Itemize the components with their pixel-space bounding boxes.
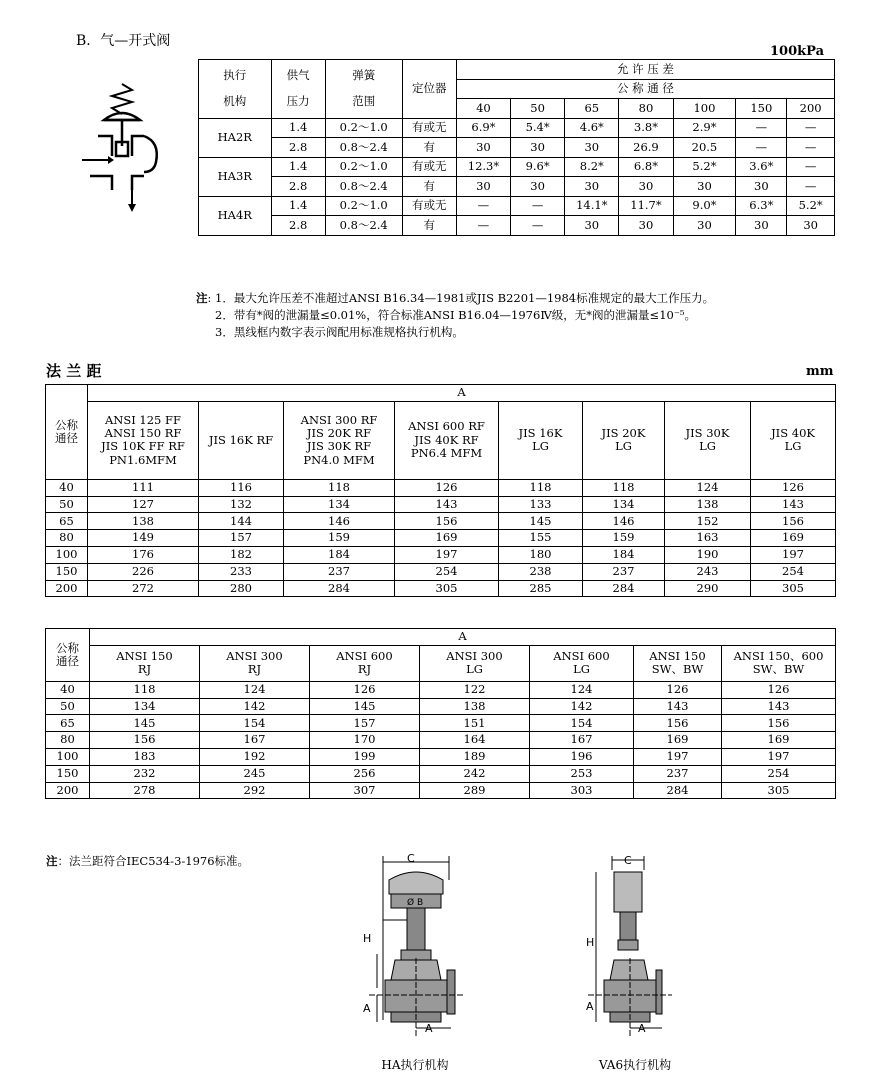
value-cell: 157: [199, 530, 284, 547]
positioner-cell: 有或无: [402, 118, 456, 138]
table-row: [46, 513, 836, 530]
value-cell: 182: [199, 546, 284, 563]
value-cell: 169: [722, 732, 836, 749]
value-cell: 284: [284, 580, 395, 597]
value-cell: 180: [499, 546, 583, 563]
value-cell: 237: [583, 563, 665, 580]
column-header-line: LG: [784, 439, 802, 454]
column-header-line: JIS 16K: [518, 426, 563, 441]
group-header-a: A: [90, 629, 836, 646]
value-cell: 3.6*: [736, 157, 787, 177]
flange-title: 法 兰 距: [46, 362, 102, 380]
positioner-cell: 有: [402, 138, 456, 158]
value-cell: —: [736, 118, 787, 138]
value-cell: 30: [456, 138, 510, 158]
value-cell: —: [787, 118, 835, 138]
header-size: 65: [565, 99, 619, 119]
value-cell: 145: [90, 715, 200, 732]
value-cell: 156: [722, 715, 836, 732]
table-row: [46, 530, 836, 547]
value-cell: —: [787, 177, 835, 197]
dim-a-label: A: [425, 1022, 433, 1035]
table-row: [46, 782, 836, 799]
value-cell: 111: [88, 479, 199, 496]
value-cell: 124: [530, 681, 634, 698]
note-prefix: 注: [196, 291, 208, 305]
column-header-line: ANSI 150、600: [733, 649, 824, 664]
table-row: [199, 118, 835, 138]
column-header: [722, 645, 836, 681]
value-cell: 167: [530, 732, 634, 749]
value-cell: 8.2*: [565, 157, 619, 177]
spring-cell: 0.8～2.4: [325, 216, 402, 236]
column-header-line: PN1.6MFM: [109, 452, 177, 467]
column-header-line: RJ: [357, 662, 372, 677]
note-item: 2．带有*阀的泄漏量≤0.01%，符合标准ANSI B16.04—1976Ⅳ级，无*阀的泄漏量≤10⁻⁵。: [215, 308, 697, 322]
value-cell: 256: [310, 765, 420, 782]
value-cell: 30: [619, 216, 673, 236]
value-cell: 6.3*: [736, 196, 787, 216]
header-nominal: 公 称 通 径: [456, 79, 834, 99]
size-header: 公称 通径: [46, 629, 90, 682]
value-cell: 197: [395, 546, 499, 563]
column-header-line: RJ: [247, 662, 262, 677]
size-cell: 80: [46, 530, 88, 547]
value-cell: 134: [583, 496, 665, 513]
value-cell: 164: [420, 732, 530, 749]
value-cell: 30: [511, 138, 565, 158]
value-cell: 284: [583, 580, 665, 597]
table-row: [46, 732, 836, 749]
spring-cell: 0.2～1.0: [325, 118, 402, 138]
size-cell: 100: [46, 748, 90, 765]
dim-c-label: C: [624, 854, 632, 867]
value-cell: 151: [420, 715, 530, 732]
table-row: [46, 698, 836, 715]
value-cell: 3.8*: [619, 118, 673, 138]
column-header-line: ANSI 150: [649, 649, 706, 664]
value-cell: 167: [200, 732, 310, 749]
value-cell: 253: [530, 765, 634, 782]
dim-b-label: Ø B: [407, 898, 424, 908]
value-cell: 26.9: [619, 138, 673, 158]
table-row: [199, 157, 835, 177]
value-cell: 143: [395, 496, 499, 513]
value-cell: 184: [284, 546, 395, 563]
value-cell: 9.0*: [673, 196, 736, 216]
value-cell: 134: [90, 698, 200, 715]
positioner-cell: 有或无: [402, 196, 456, 216]
size-cell: 40: [46, 479, 88, 496]
column-header-line: JIS 10K FF RF: [101, 439, 185, 454]
size-cell: 50: [46, 496, 88, 513]
value-cell: 163: [665, 530, 751, 547]
value-cell: 169: [751, 530, 836, 547]
value-cell: 157: [310, 715, 420, 732]
section-b-notes: 注: 1．最大允许压差不准超过ANSI B16.34—1981或JIS B2201—1984标准规定的最大工作压力。 2．带有*阀的泄漏量≤0.01%，符合标准ANSI B16.04—1976Ⅳ级，无*阀的泄漏量≤10⁻⁵。 3．黑线框内数字表示阀配用标准规格执行机构。: [196, 291, 715, 339]
value-cell: —: [736, 138, 787, 158]
column-header-line: PN6.4 MFM: [410, 445, 483, 460]
table-row: [46, 681, 836, 698]
value-cell: 30: [456, 177, 510, 197]
value-cell: 30: [565, 216, 619, 236]
table-row: [199, 196, 835, 216]
column-header-line: JIS 20K RF: [306, 426, 372, 441]
value-cell: 154: [200, 715, 310, 732]
value-cell: 133: [499, 496, 583, 513]
column-header-line: ANSI 150: [116, 649, 173, 664]
value-cell: 307: [310, 782, 420, 799]
value-cell: 30: [787, 216, 835, 236]
value-cell: 189: [420, 748, 530, 765]
header-size: 200: [787, 99, 835, 119]
value-cell: 303: [530, 782, 634, 799]
value-cell: 30: [736, 216, 787, 236]
supply-cell: 2.8: [271, 216, 325, 236]
value-cell: 155: [499, 530, 583, 547]
value-cell: 197: [751, 546, 836, 563]
value-cell: 2.9*: [673, 118, 736, 138]
supply-cell: 1.4: [271, 196, 325, 216]
ha-actuator-drawing: [355, 850, 485, 1050]
section-b-unit: 100kPa: [770, 44, 824, 59]
air-to-open-valve-symbol: [78, 80, 166, 220]
value-cell: 118: [499, 479, 583, 496]
value-cell: 284: [634, 782, 722, 799]
flange-table-1: [45, 384, 836, 597]
spring-cell: 0.8～2.4: [325, 177, 402, 197]
value-cell: 30: [565, 177, 619, 197]
size-cell: 50: [46, 698, 90, 715]
column-header: [530, 645, 634, 681]
value-cell: 278: [90, 782, 200, 799]
dim-h-label: H: [363, 932, 372, 945]
value-cell: 30: [673, 177, 736, 197]
value-cell: 169: [395, 530, 499, 547]
table-row: [46, 748, 836, 765]
column-header-line: ANSI 150 RF: [104, 426, 182, 441]
value-cell: 196: [530, 748, 634, 765]
table-row: [46, 479, 836, 496]
column-header: [395, 401, 499, 479]
value-cell: 118: [583, 479, 665, 496]
value-cell: 245: [200, 765, 310, 782]
allowable-pressure-table: [198, 59, 835, 236]
spring-cell: 0.2～1.0: [325, 157, 402, 177]
value-cell: 238: [499, 563, 583, 580]
column-header-line: ANSI 600 RF: [408, 419, 485, 434]
value-cell: 145: [310, 698, 420, 715]
value-cell: —: [787, 157, 835, 177]
actuator-cell: HA4R: [199, 196, 272, 235]
table-row: [46, 546, 836, 563]
value-cell: 126: [395, 479, 499, 496]
value-cell: 138: [420, 698, 530, 715]
value-cell: 134: [284, 496, 395, 513]
column-header-line: ANSI 300 RF: [300, 412, 378, 427]
value-cell: 145: [499, 513, 583, 530]
column-header: [90, 645, 200, 681]
value-cell: 132: [199, 496, 284, 513]
supply-cell: 2.8: [271, 177, 325, 197]
header-size: 150: [736, 99, 787, 119]
column-header-line: ANSI 300: [446, 649, 503, 664]
value-cell: 272: [88, 580, 199, 597]
value-cell: —: [511, 216, 565, 236]
size-cell: 65: [46, 715, 90, 732]
table-row: [199, 177, 835, 197]
column-header-line: SW、BW: [752, 662, 805, 677]
flange-unit: mm: [806, 364, 834, 379]
value-cell: 30: [619, 177, 673, 197]
value-cell: 143: [634, 698, 722, 715]
dim-c-label: C: [407, 852, 415, 865]
supply-cell: 1.4: [271, 118, 325, 138]
value-cell: 9.6*: [511, 157, 565, 177]
size-cell: 80: [46, 732, 90, 749]
value-cell: 156: [634, 715, 722, 732]
value-cell: 292: [200, 782, 310, 799]
table-row: [46, 496, 836, 513]
flange-table-2: [45, 628, 836, 799]
value-cell: 305: [751, 580, 836, 597]
value-cell: 6.8*: [619, 157, 673, 177]
value-cell: —: [511, 196, 565, 216]
value-cell: 138: [665, 496, 751, 513]
note-item: 3．黑线框内数字表示阀配用标准规格执行机构。: [215, 325, 464, 339]
value-cell: 116: [199, 479, 284, 496]
value-cell: 122: [420, 681, 530, 698]
value-cell: 143: [751, 496, 836, 513]
header-supply: 供气 压力: [271, 60, 325, 119]
value-cell: 146: [284, 513, 395, 530]
value-cell: 285: [499, 580, 583, 597]
group-header-a: A: [88, 385, 836, 402]
size-header: 公称 通径: [46, 385, 88, 480]
value-cell: 254: [395, 563, 499, 580]
table-row: [46, 715, 836, 732]
value-cell: 143: [722, 698, 836, 715]
dim-a-label: A: [638, 1022, 646, 1035]
column-header-line: LG: [615, 439, 632, 454]
value-cell: 305: [395, 580, 499, 597]
value-cell: 254: [722, 765, 836, 782]
value-cell: 30: [565, 138, 619, 158]
column-header-line: JIS 16K RF: [208, 432, 274, 447]
value-cell: 254: [751, 563, 836, 580]
value-cell: 142: [200, 698, 310, 715]
value-cell: 226: [88, 563, 199, 580]
column-header-line: ANSI 600: [336, 649, 393, 664]
column-header-line: JIS 20K: [601, 426, 646, 441]
value-cell: 197: [722, 748, 836, 765]
value-cell: —: [787, 138, 835, 158]
column-header: [751, 401, 836, 479]
value-cell: 126: [722, 681, 836, 698]
column-header: [200, 645, 310, 681]
value-cell: 20.5: [673, 138, 736, 158]
value-cell: 30: [736, 177, 787, 197]
note-item: 1．最大允许压差不准超过ANSI B16.34—1981或JIS B2201—1984标准规定的最大工作压力。: [215, 291, 715, 305]
header-size: 80: [619, 99, 673, 119]
size-cell: 150: [46, 563, 88, 580]
value-cell: 5.2*: [787, 196, 835, 216]
header-size: 100: [673, 99, 736, 119]
size-cell: 40: [46, 681, 90, 698]
value-cell: 126: [634, 681, 722, 698]
supply-cell: 1.4: [271, 157, 325, 177]
column-header: [88, 401, 199, 479]
value-cell: 12.3*: [456, 157, 510, 177]
spring-cell: 0.2～1.0: [325, 196, 402, 216]
value-cell: 5.2*: [673, 157, 736, 177]
value-cell: 159: [284, 530, 395, 547]
value-cell: 118: [90, 681, 200, 698]
column-header: [499, 401, 583, 479]
value-cell: 176: [88, 546, 199, 563]
size-cell: 200: [46, 580, 88, 597]
value-cell: 152: [665, 513, 751, 530]
column-header-line: PN4.0 MFM: [303, 452, 375, 467]
value-cell: 289: [420, 782, 530, 799]
column-header-line: ANSI 600: [553, 649, 610, 664]
value-cell: 199: [310, 748, 420, 765]
column-header-line: JIS 40K: [771, 426, 815, 441]
value-cell: 30: [511, 177, 565, 197]
va6-caption: VA6执行机构: [598, 1058, 672, 1072]
value-cell: 190: [665, 546, 751, 563]
table-row: [199, 216, 835, 236]
value-cell: 149: [88, 530, 199, 547]
value-cell: —: [456, 216, 510, 236]
table-row: [199, 138, 835, 158]
column-header-line: RJ: [137, 662, 152, 677]
column-header-line: LG: [532, 439, 549, 454]
value-cell: 154: [530, 715, 634, 732]
positioner-cell: 有: [402, 177, 456, 197]
dim-a-label: A: [363, 1002, 371, 1015]
value-cell: 233: [199, 563, 284, 580]
positioner-cell: 有或无: [402, 157, 456, 177]
header-allowable: 允 许 压 差: [456, 60, 834, 80]
value-cell: 138: [88, 513, 199, 530]
value-cell: 183: [90, 748, 200, 765]
header-size: 40: [456, 99, 510, 119]
header-actuator: 执行 机构: [199, 60, 272, 119]
value-cell: 4.6*: [565, 118, 619, 138]
column-header-line: LG: [466, 662, 483, 677]
value-cell: 290: [665, 580, 751, 597]
spring-cell: 0.8～2.4: [325, 138, 402, 158]
value-cell: 243: [665, 563, 751, 580]
header-positioner: 定位器: [402, 60, 456, 119]
value-cell: 126: [310, 681, 420, 698]
table-row: [46, 765, 836, 782]
value-cell: 124: [200, 681, 310, 698]
ha-caption: HA执行机构: [381, 1058, 449, 1072]
value-cell: 184: [583, 546, 665, 563]
actuator-cell: HA3R: [199, 157, 272, 196]
table-row: [46, 563, 836, 580]
value-cell: 169: [634, 732, 722, 749]
positioner-cell: 有: [402, 216, 456, 236]
value-cell: 170: [310, 732, 420, 749]
column-header-line: LG: [573, 662, 590, 677]
value-cell: 305: [722, 782, 836, 799]
column-header: [284, 401, 395, 479]
value-cell: 118: [284, 479, 395, 496]
value-cell: 144: [199, 513, 284, 530]
value-cell: 159: [583, 530, 665, 547]
value-cell: 142: [530, 698, 634, 715]
value-cell: 127: [88, 496, 199, 513]
column-header-line: JIS 30K: [685, 426, 730, 441]
dim-a-label: A: [586, 1000, 594, 1013]
table-row: [46, 580, 836, 597]
value-cell: 146: [583, 513, 665, 530]
column-header: [420, 645, 530, 681]
flange-note: 注：法兰距符合IEC534-3-1976标准。: [46, 854, 250, 868]
column-header: [310, 645, 420, 681]
value-cell: 156: [90, 732, 200, 749]
value-cell: 124: [665, 479, 751, 496]
value-cell: 5.4*: [511, 118, 565, 138]
value-cell: —: [456, 196, 510, 216]
size-cell: 200: [46, 782, 90, 799]
size-cell: 65: [46, 513, 88, 530]
value-cell: 6.9*: [456, 118, 510, 138]
column-header-line: LG: [699, 439, 716, 454]
column-header-line: JIS 40K RF: [414, 432, 479, 447]
header-size: 50: [511, 99, 565, 119]
va6-actuator-drawing: [582, 850, 682, 1050]
actuator-cell: HA2R: [199, 118, 272, 157]
size-cell: 100: [46, 546, 88, 563]
size-cell: 150: [46, 765, 90, 782]
column-header-line: ANSI 300: [226, 649, 283, 664]
column-header: [634, 645, 722, 681]
section-b-title: B．气—开式阀: [76, 33, 171, 49]
value-cell: 192: [200, 748, 310, 765]
supply-cell: 2.8: [271, 138, 325, 158]
column-header: [665, 401, 751, 479]
value-cell: 280: [199, 580, 284, 597]
value-cell: 30: [673, 216, 736, 236]
header-spring: 弹簧 范围: [325, 60, 402, 119]
column-header-line: SW、BW: [651, 662, 704, 677]
dim-h-label: H: [586, 936, 595, 949]
column-header: [583, 401, 665, 479]
value-cell: 237: [284, 563, 395, 580]
value-cell: 197: [634, 748, 722, 765]
value-cell: 156: [751, 513, 836, 530]
value-cell: 232: [90, 765, 200, 782]
value-cell: 242: [420, 765, 530, 782]
value-cell: 11.7*: [619, 196, 673, 216]
value-cell: 237: [634, 765, 722, 782]
value-cell: 14.1*: [565, 196, 619, 216]
value-cell: 156: [395, 513, 499, 530]
column-header: [199, 401, 284, 479]
value-cell: 126: [751, 479, 836, 496]
column-header-line: ANSI 125 FF: [104, 412, 181, 427]
column-header-line: JIS 30K RF: [306, 439, 372, 454]
